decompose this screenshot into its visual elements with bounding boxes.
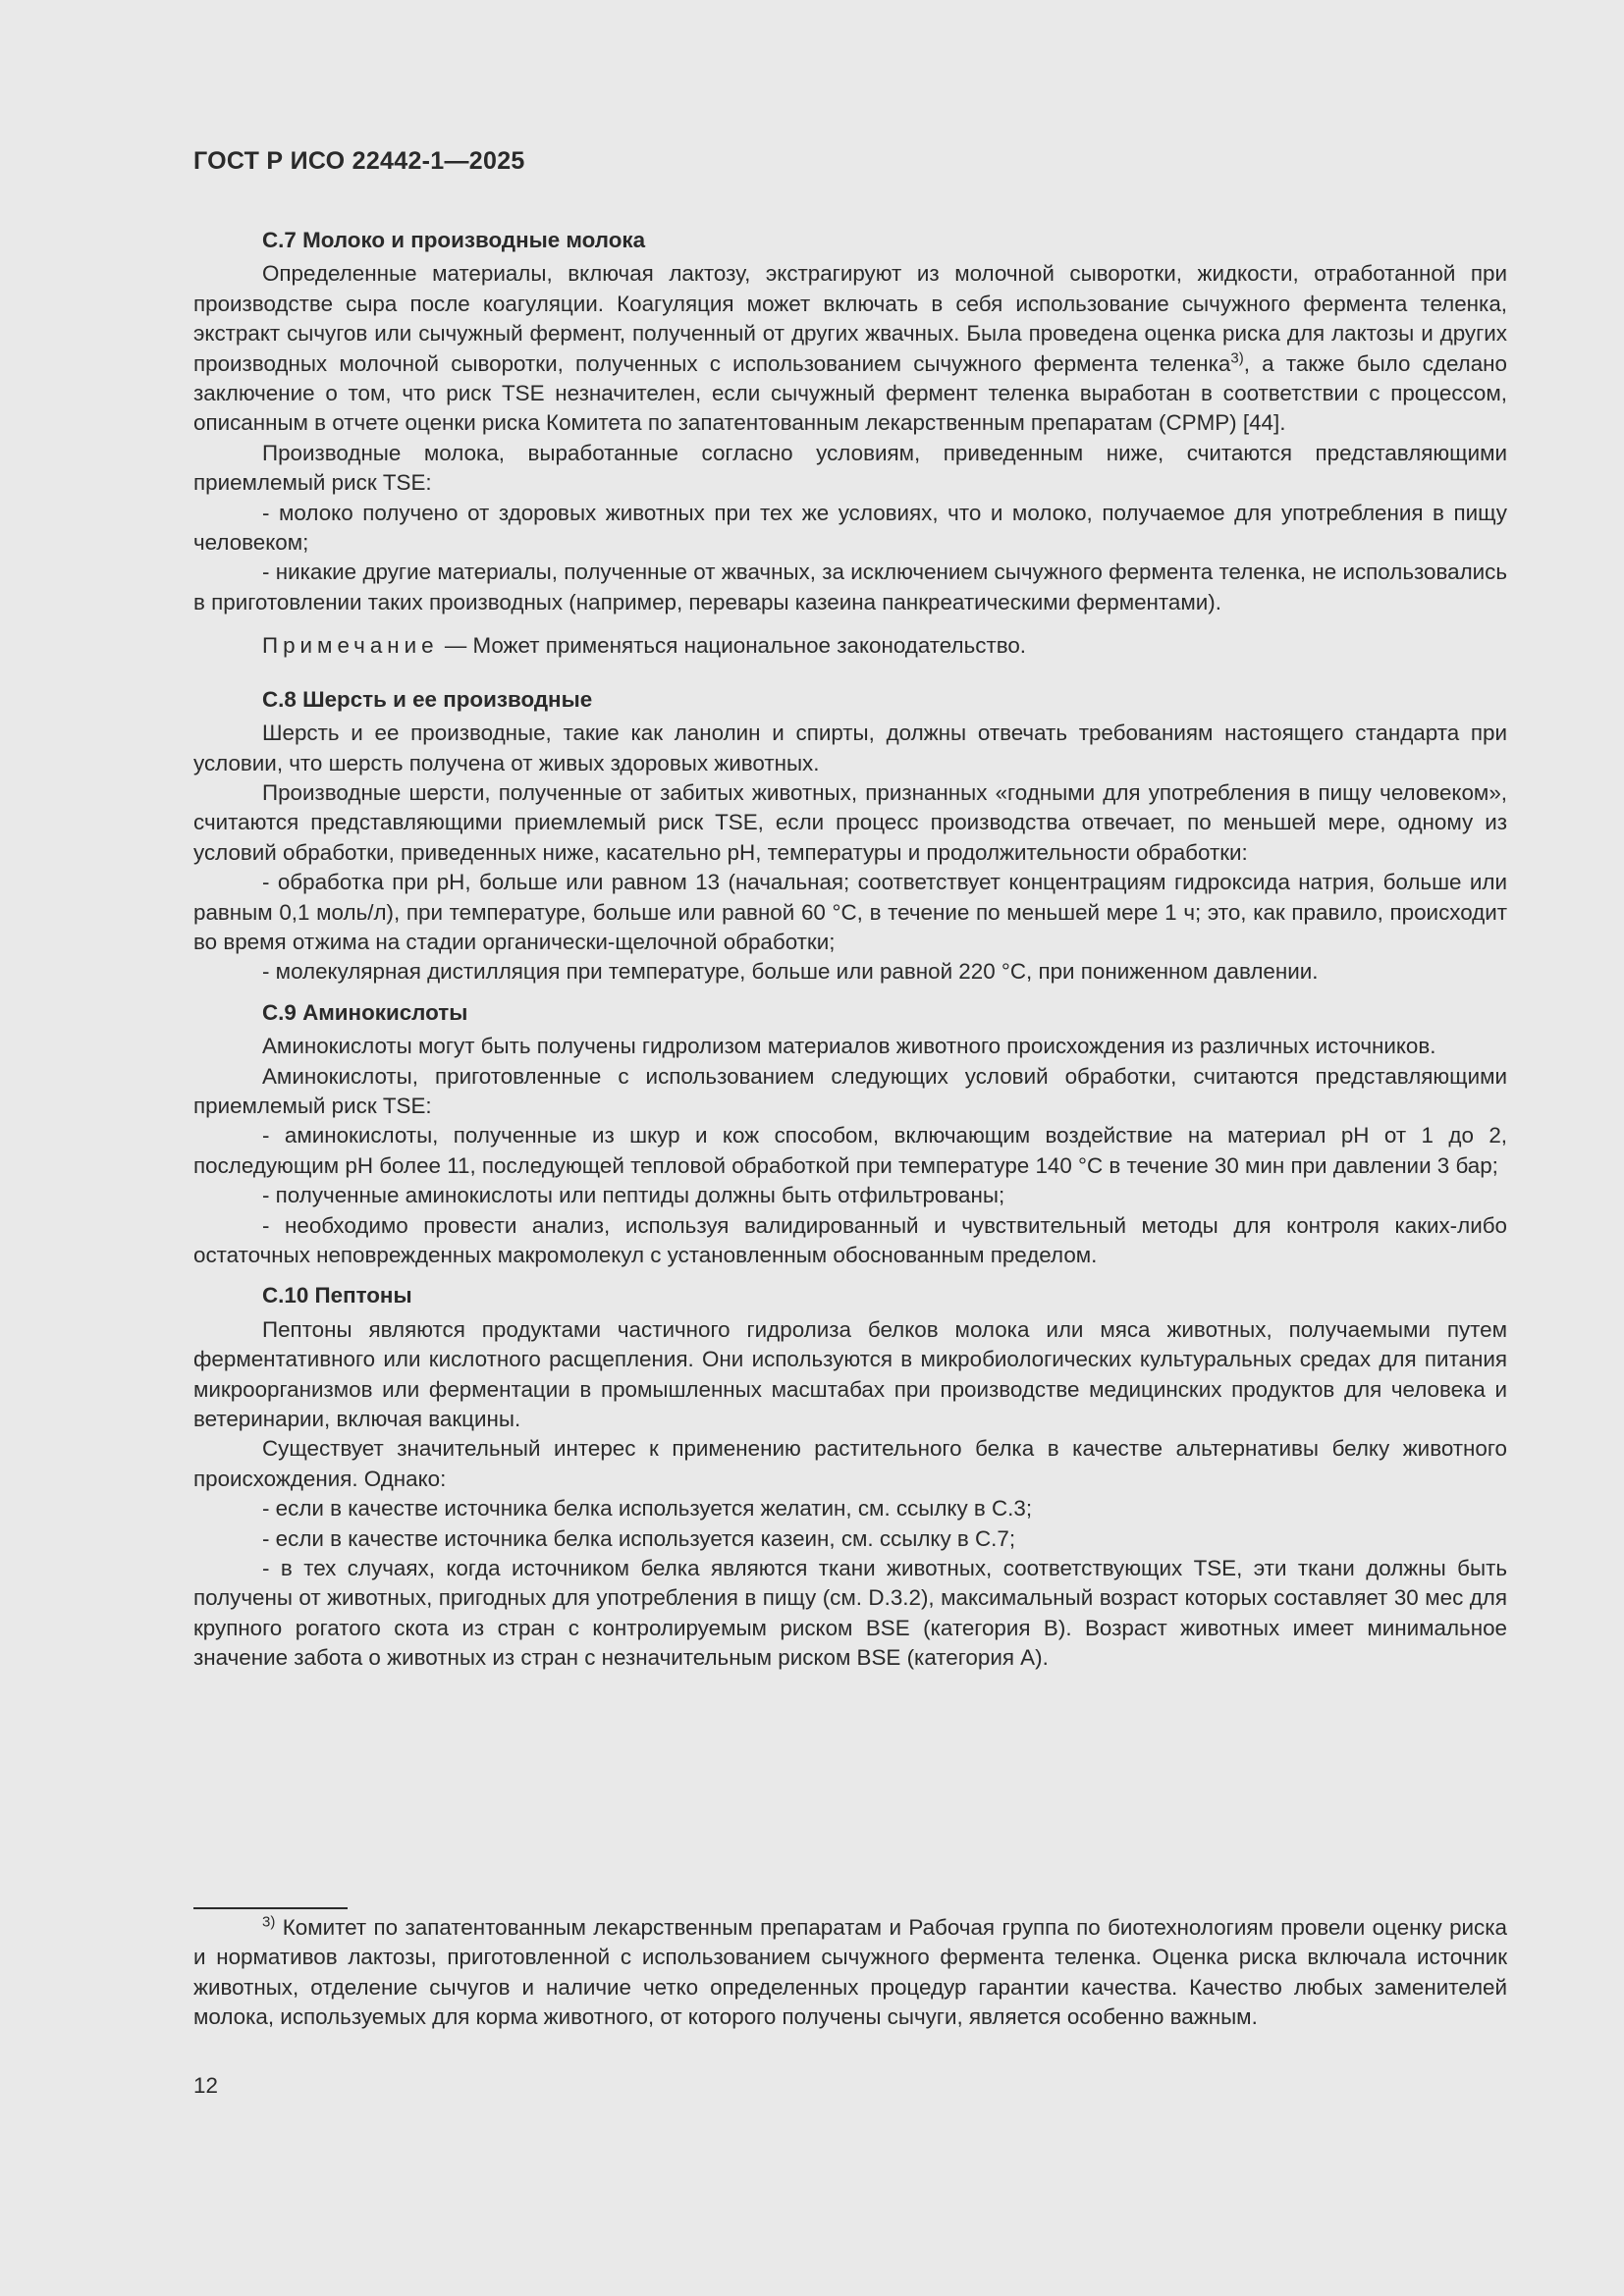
paragraph: Аминокислоты, приготовленные с использованием следующих условий обработки, считаются представляющими приемлемый риск TSE:	[193, 1063, 1507, 1118]
list-item: - в тех случаях, когда источником белка являются ткани животных, соответствующих TSE, эти ткани должны быть получены от животных, пригодных для употребления в пищу (см. D.3.2), максимальный возраст которых составляет 30 мес для крупного рогатого скота из стран с контролируемым риском BSE (категория B). Возраст животных имеет минимальное значение забота о животных из стран с незначительным риском BSE (категория A).	[193, 1556, 1507, 1671]
list-item: - обработка при pH, больше или равном 13 (начальная; соответствует концентрациям гидроксида натрия, больше или равным 0,1 моль/л), при температуре, больше или равной 60 °C, в течение по меньшей мере 1 ч; это, как правило, происходит во время отжима на стадии органически-щелочной обработки;	[193, 870, 1507, 954]
list-item: - молоко получено от здоровых животных при тех же условиях, что и молоко, получаемое для употребления в пищу человеком;	[193, 500, 1507, 556]
paragraph: Пептоны являются продуктами частичного гидролиза белков молока или мяса животных, получаемыми путем ферментативного или кислотного расщепления. Они используются в микробиологических культуральных средах для питания микроорганизмов или ферментации в промышленных масштабах при производстве медицинских продуктов для человека и ветеринарии, включая вакцины.	[193, 1316, 1507, 1432]
footnote-text	[193, 1913, 1507, 2033]
list-item: - если в качестве источника белка используется казеин, см. ссылку в C.7;	[262, 1525, 1016, 1551]
paragraph: Аминокислоты могут быть получены гидролизом материалов животного происхождения из различных источников.	[262, 1034, 1436, 1059]
footnote-body: Комитет по запатентованным лекарственным препаратам и Рабочая группа по биотехнологиям провели оценку риска и нормативов лактозы, приготовленной с использованием сычужного фермента теленка. Оценка риска включала источник животных, отделение сычугов и наличие четко определенных процедур гарантии качества. Качество любых заменителей молока, используемых для корма животного, от которого получены сычуги, является особенно важным.	[193, 1915, 1507, 2030]
section-heading-c9: C.9 Аминокислоты	[262, 999, 468, 1025]
list-item: - аминокислоты, полученные из шкур и кож способом, включающим воздействие на материал pH от 1 до 2, последующим pH более 11, последующей тепловой обработкой при температуре 140 °C в течение 30 мин при давлении 3 бар;	[193, 1123, 1507, 1178]
paragraph	[193, 259, 1507, 438]
list-item: - если в качестве источника белка используется желатин, см. ссылку в C.3;	[262, 1496, 1033, 1522]
note	[193, 631, 1507, 661]
paragraph-text: Определенные материалы, включая лактозу, экстрагируют из молочной сыворотки, жидкости, отработанной при производстве сыра после коагуляции. Коагуляция может включать в себя использование сычужного фермента теленка, экстракт сычугов или сычужный фермент, полученный от других жвачных. Была проведена оценка риска для лактозы и других производных молочной сыворотки, полученных с использованием сычужного фермента теленка	[193, 261, 1507, 376]
paragraph: Существует значительный интерес к применению растительного белка в качестве альтернативы белку животного происхождения. Однако:	[193, 1436, 1507, 1491]
footnote-divider	[193, 1907, 348, 1909]
list-item: - необходимо провести анализ, используя валидированный и чувствительный методы для контроля каких-либо остаточных неповрежденных макромолекул с установленным обоснованным пределом.	[193, 1212, 1507, 1267]
footnote-marker: 3)	[262, 1913, 276, 1931]
footnote	[193, 1913, 1507, 2033]
list-item: - никакие другие материалы, полученные от жвачных, за исключением сычужного фермента теленка, не использовались в приготовлении таких производных (например, перевары казеина панкреатическими ферментами).	[193, 560, 1507, 614]
document-header: ГОСТ Р ИСО 22442-1—2025	[193, 147, 525, 175]
paragraph: Шерсть и ее производные, такие как ланолин и спирты, должны отвечать требованиям настоящего стандарта при условии, что шерсть получена от живых здоровых животных.	[193, 721, 1507, 775]
paragraph: Производные молока, выработанные согласно условиям, приведенным ниже, считаются представляющими приемлемый риск TSE:	[193, 440, 1507, 496]
list-item: - молекулярная дистилляция при температуре, больше или равной 220 °C, при пониженном давлении.	[262, 959, 1319, 985]
list-item: - полученные аминокислоты или пептиды должны быть отфильтрованы;	[262, 1183, 1005, 1208]
paragraph: Производные шерсти, полученные от забитых животных, признанных «годными для употребления в пищу человеком», считаются представляющими приемлемый риск TSE, если процесс производства отвечает, по меньшей мере, одному из условий обработки, приведенных ниже, касательно pH, температуры и продолжительности обработки:	[193, 779, 1507, 865]
page-number: 12	[193, 2073, 218, 2098]
paragraph-text: , а также было сделано заключение о том, что риск TSE незначителен, если сычужный фермент теленка выработан в соответствии с процессом, описанным в отчете оценки риска Комитета по запатентованным лекарственным препаратам (CPMP) [44].	[193, 350, 1507, 436]
note-label: Примечание	[262, 633, 439, 659]
section-heading-c7: C.7 Молоко и производные молока	[262, 228, 646, 252]
section-heading-c10: C.10 Пептоны	[262, 1283, 412, 1308]
footnote-reference[interactable]: 3)	[1230, 349, 1244, 367]
section-heading-c8: C.8 Шерсть и ее производные	[262, 686, 593, 712]
note-text: — Может применяться национальное законодательство.	[438, 633, 1027, 659]
document-body	[193, 226, 1507, 1674]
